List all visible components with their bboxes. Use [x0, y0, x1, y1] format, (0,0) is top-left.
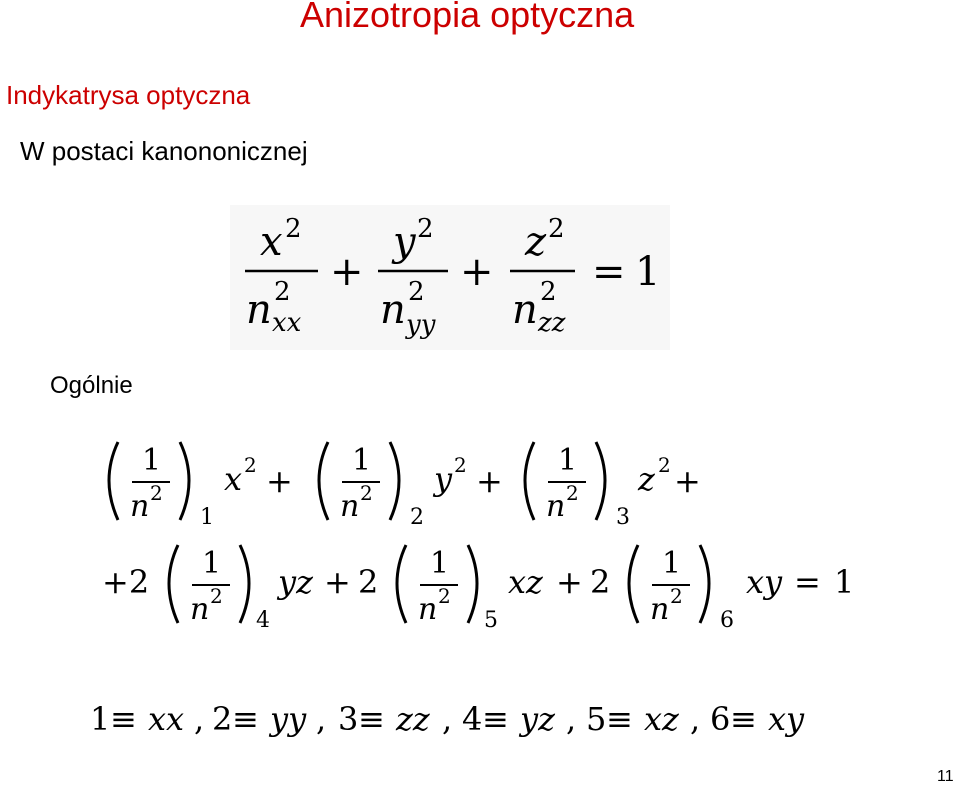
svg-text:n: n [190, 592, 210, 627]
general-term-3-numerator: 1 [558, 443, 578, 478]
svg-text:1: 1 [662, 546, 682, 581]
canonical-term-2-n: n [380, 287, 406, 333]
general-term-1-sub: 1 [200, 505, 214, 530]
general-term-2 [319, 442, 503, 530]
canonical-term-1 [245, 214, 318, 338]
canonical-term-1-n-power: 2 [274, 277, 291, 307]
general-term-5 [397, 545, 610, 633]
svg-text:zz: zz [396, 700, 430, 738]
svg-text:2: 2 [210, 584, 223, 608]
general-equation-line-1 [96, 432, 716, 532]
general-term-6 [629, 545, 854, 633]
general-term-4 [169, 545, 378, 633]
svg-text:2: 2 [212, 700, 233, 738]
general-term-4-coef: +2 [102, 563, 150, 601]
general-term-2-denominator: n [340, 489, 360, 524]
index-item-4 [462, 700, 576, 738]
general-term-2-power: 2 [454, 453, 467, 477]
svg-text:yy: yy [270, 700, 307, 738]
canonical-equation [230, 205, 670, 350]
general-term-2-sub: 2 [410, 505, 424, 530]
index-item-5 [586, 700, 700, 738]
svg-text:,: , [442, 700, 453, 738]
svg-text:≡: ≡ [606, 700, 633, 738]
svg-text:+: + [324, 563, 351, 601]
general-term-3-denominator: n [546, 489, 566, 524]
index-item-3 [338, 700, 452, 738]
svg-text:1: 1 [90, 700, 111, 738]
general-term-5-var: xz [508, 563, 543, 601]
canonical-term-3-numerator: z [525, 219, 547, 265]
svg-text:≡: ≡ [110, 700, 137, 738]
general-rhs: 1 [834, 563, 855, 601]
general-term-6-sub: 6 [720, 608, 734, 633]
svg-text:+: + [266, 462, 293, 500]
general-term-1-var: x [224, 460, 243, 498]
svg-text:xz: xz [644, 700, 679, 738]
canonical-term-1-sub: xx [272, 308, 302, 338]
general-term-1-denominator: n [130, 489, 150, 524]
canonical-rhs: 1 [635, 249, 661, 295]
general-term-5-coef: 2 [358, 563, 379, 601]
svg-text:≡: ≡ [358, 700, 385, 738]
index-item-2 [212, 700, 326, 738]
canonical-term-3-n: n [512, 287, 538, 333]
general-term-6-var: xy [746, 563, 783, 601]
general-equation-line-2 [96, 535, 876, 635]
svg-text:2: 2 [438, 584, 451, 608]
svg-text:+: + [476, 462, 503, 500]
svg-text:2: 2 [566, 481, 579, 505]
canonical-term-3-n-power: 2 [540, 277, 557, 307]
general-term-3 [525, 442, 701, 530]
canonical-term-3 [510, 214, 575, 338]
general-term-2-numerator: 1 [352, 443, 372, 478]
svg-text:2: 2 [150, 481, 163, 505]
svg-text:xx: xx [148, 700, 185, 738]
svg-text:≡: ≡ [730, 700, 757, 738]
general-heading: Ogólnie [50, 372, 133, 399]
canonical-term-1-numerator: x [260, 219, 283, 265]
canonical-term-2 [378, 214, 448, 340]
svg-text:1: 1 [430, 546, 450, 581]
canonical-heading: W postaci kanononicznej [20, 136, 308, 166]
svg-text:3: 3 [338, 700, 359, 738]
svg-text:,: , [316, 700, 327, 738]
canonical-term-3-power: 2 [548, 214, 565, 244]
svg-text:≡: ≡ [232, 700, 259, 738]
svg-text:xy: xy [768, 700, 805, 738]
canonical-term-1-n: n [246, 287, 272, 333]
svg-text:2: 2 [670, 584, 683, 608]
svg-text:yz: yz [520, 700, 555, 738]
canonical-term-2-n-power: 2 [408, 277, 425, 307]
svg-text:,: , [566, 700, 577, 738]
general-term-3-var: z [638, 460, 655, 498]
canonical-term-2-sub: yy [406, 310, 436, 340]
svg-text:,: , [690, 700, 701, 738]
svg-text:6: 6 [710, 700, 731, 738]
general-term-4-var: yz [278, 563, 313, 601]
index-item-1 [90, 700, 204, 738]
canonical-term-1-power: 2 [285, 214, 302, 244]
index-item-6 [710, 700, 805, 738]
general-term-5-sub: 5 [484, 608, 498, 633]
equals-sign: = [592, 249, 626, 295]
svg-text:+: + [674, 462, 701, 500]
general-term-6-coef: 2 [590, 563, 611, 601]
general-term-4-sub: 4 [256, 608, 270, 633]
general-term-1-numerator: 1 [142, 443, 162, 478]
index-mapping [86, 692, 826, 748]
svg-text:+: + [556, 563, 583, 601]
svg-text:n: n [650, 592, 670, 627]
canonical-term-2-numerator: y [393, 219, 416, 265]
general-term-1-power: 2 [244, 453, 257, 477]
slide-subtitle: Indykatrysa optyczna [6, 80, 251, 110]
general-term-3-sub: 3 [616, 505, 630, 530]
svg-text:n: n [418, 592, 438, 627]
svg-text:≡: ≡ [482, 700, 509, 738]
svg-text:=: = [794, 563, 821, 601]
svg-text:2: 2 [360, 481, 373, 505]
plus-sign-2: + [460, 249, 494, 295]
general-term-3-power: 2 [658, 453, 671, 477]
svg-text:1: 1 [202, 546, 222, 581]
page-number: 11 [937, 768, 954, 785]
general-term-2-var: y [434, 460, 453, 498]
canonical-term-3-sub: zz [538, 308, 566, 338]
plus-sign-1: + [330, 249, 364, 295]
canonical-term-2-power: 2 [417, 214, 434, 244]
svg-text:,: , [194, 700, 205, 738]
slide-title: Anizotropia optyczna [300, 0, 635, 35]
svg-text:4: 4 [462, 700, 483, 738]
svg-text:5: 5 [586, 700, 607, 738]
general-term-1 [109, 442, 293, 530]
